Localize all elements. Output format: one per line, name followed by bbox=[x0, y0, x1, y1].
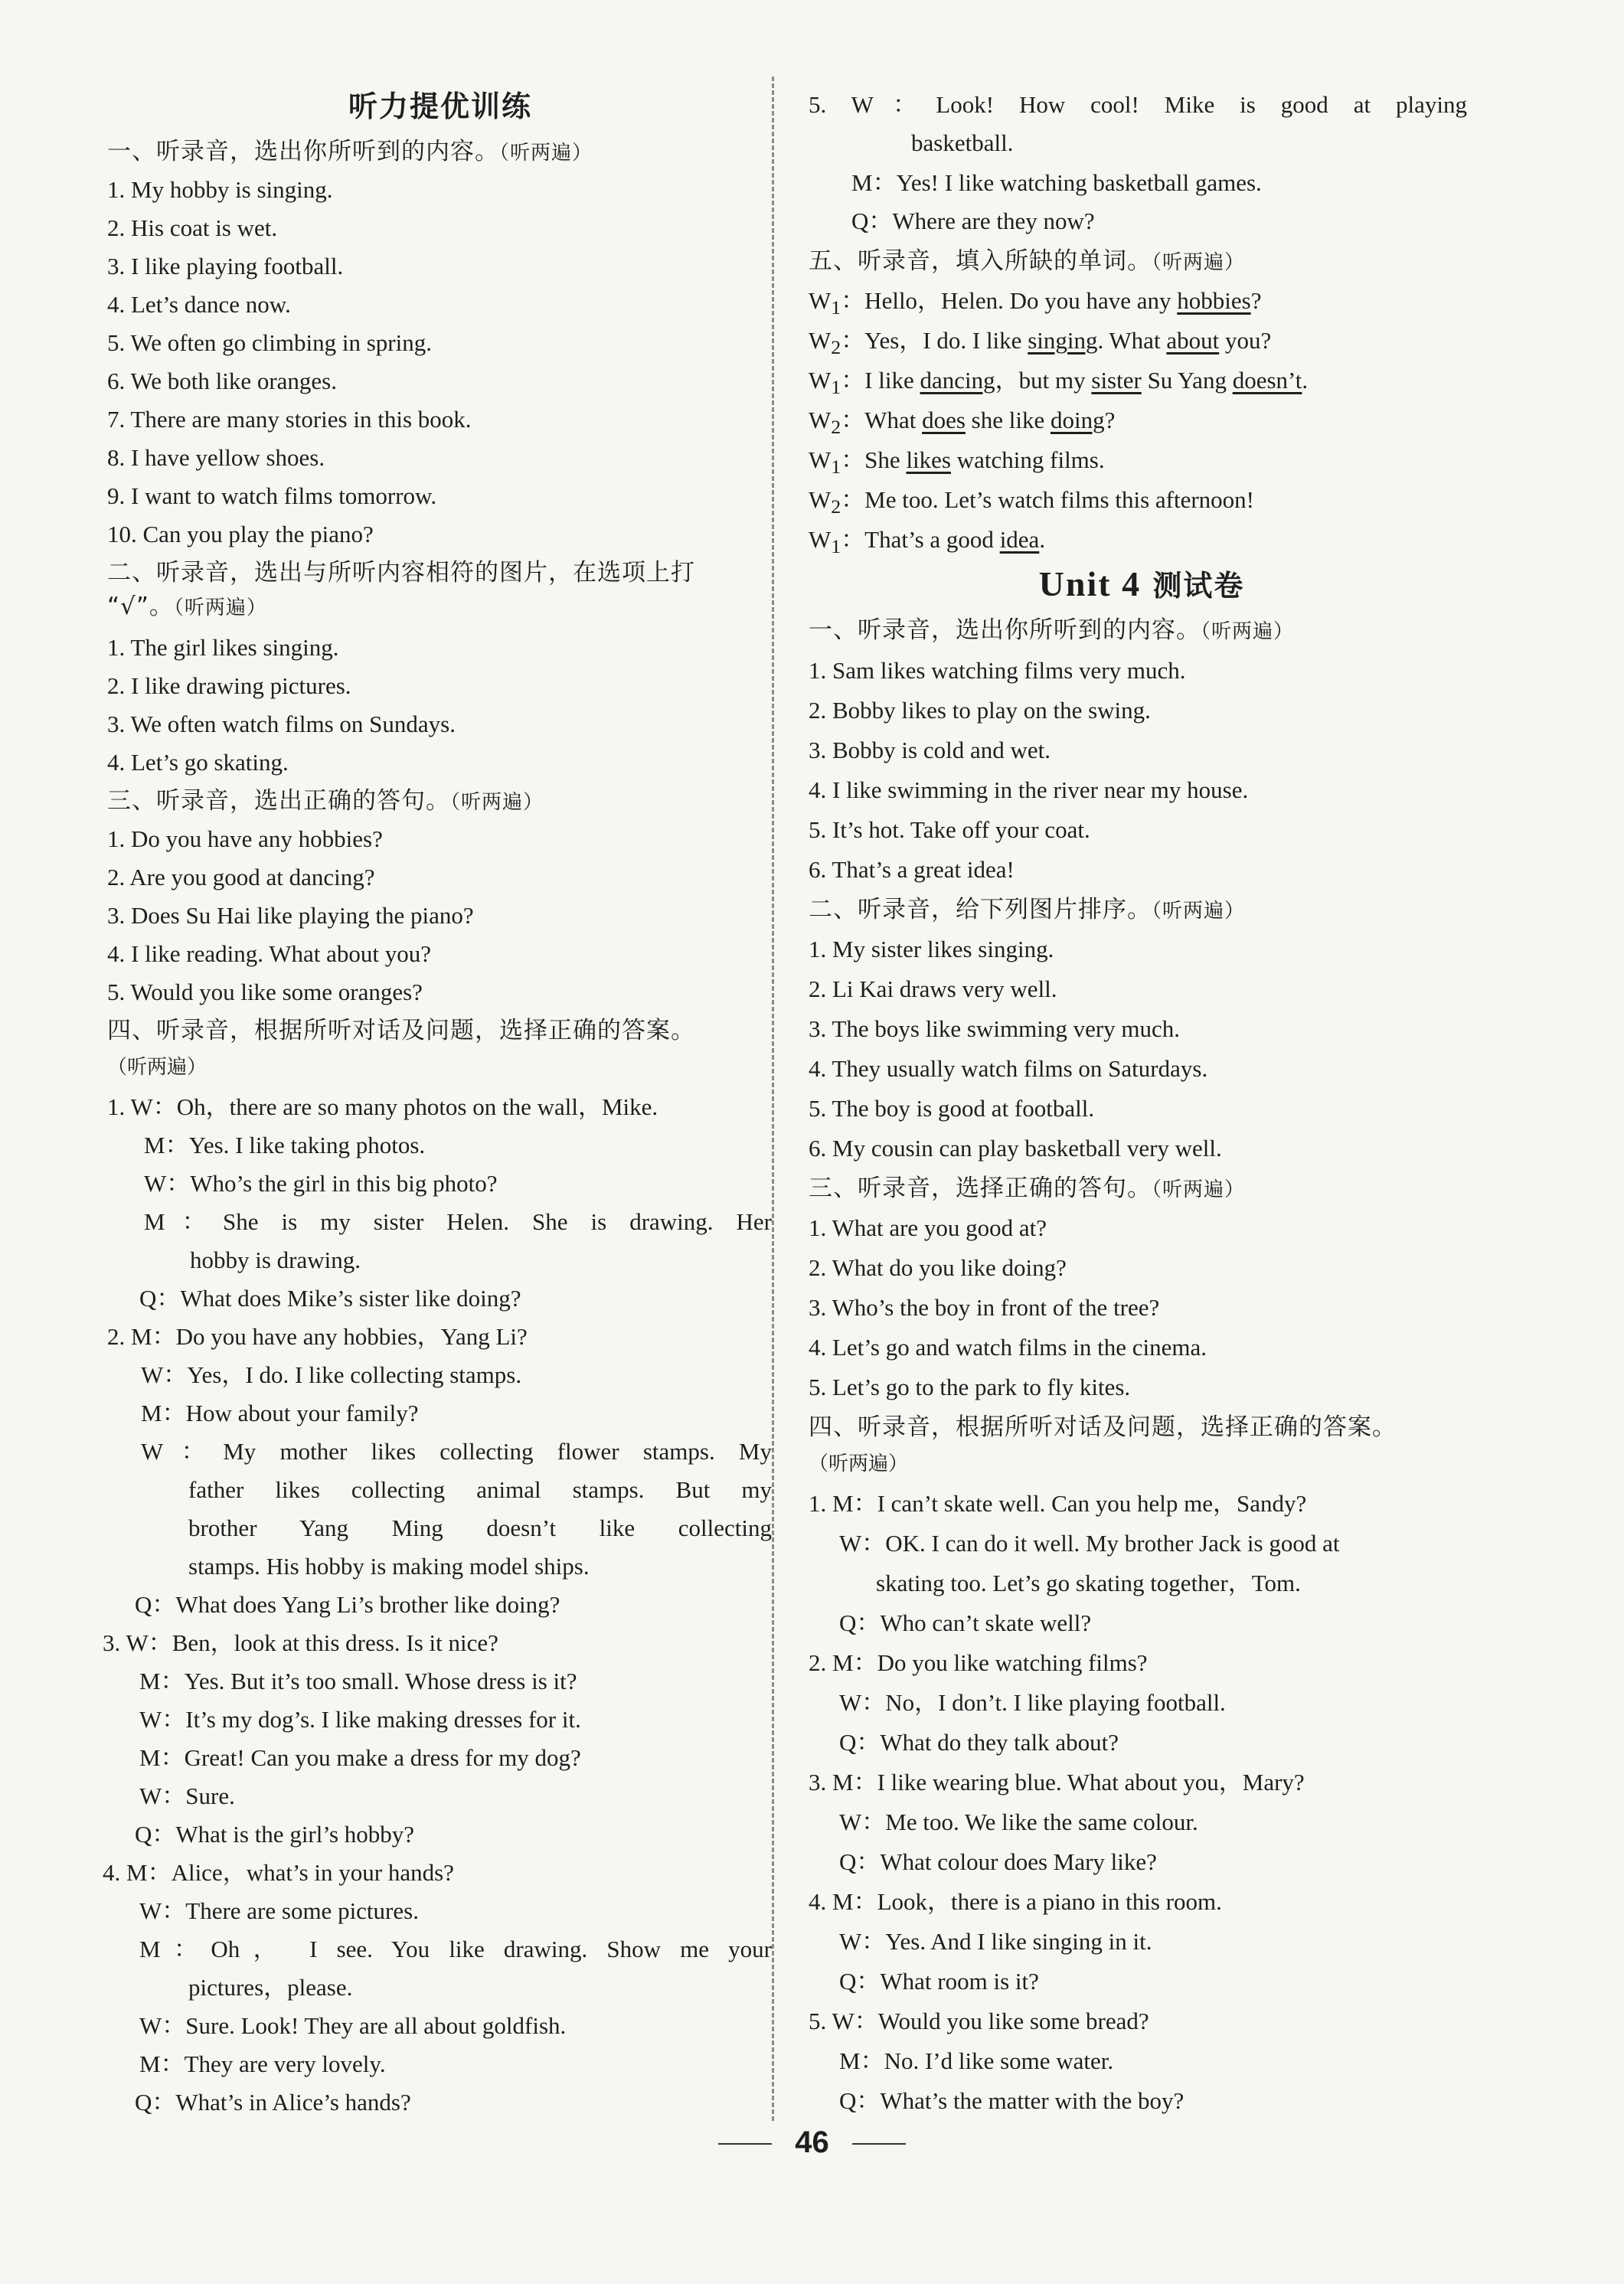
list-item: 4. Let’s go skating. bbox=[107, 749, 289, 776]
dialogue-line: M：Yes. I like taking photos. bbox=[144, 1132, 426, 1158]
test-part-1-title: 一、听录音，选出你所听到的内容。（听两遍） bbox=[809, 616, 1295, 644]
dialogue-line: brother Yang Ming doesn’t like collecting bbox=[188, 1514, 772, 1541]
dialogue-line: M：No. I’d like some water. bbox=[839, 2047, 1114, 2074]
test-part-3-title: 三、听录音，选择正确的答句。（听两遍） bbox=[809, 1175, 1246, 1202]
dialogue-line: W：Yes. And I like singing in it. bbox=[839, 1928, 1152, 1955]
list-item: 6. We both like oranges. bbox=[107, 368, 337, 394]
list-item: 2. Li Kai draws very well. bbox=[809, 975, 1057, 1002]
dialogue-line: 4. M：Alice，what’s in your hands? bbox=[103, 1859, 454, 1886]
list-item: 9. I want to watch films tomorrow. bbox=[107, 482, 437, 509]
dialogue-line: W：No，I don’t. I like playing football. bbox=[839, 1689, 1226, 1716]
list-item: 3. I like playing football. bbox=[107, 253, 344, 279]
part-2-title-cont: “√”。（听两遍） bbox=[107, 593, 267, 620]
list-item: 5. It’s hot. Take off your coat. bbox=[809, 816, 1090, 843]
fill-line: $W_1$：Hello，Helen. Do you have any hobbies? bbox=[809, 287, 1262, 319]
dialogue-line: stamps. His hobby is making model ships. bbox=[188, 1553, 590, 1580]
dialogue-line: M：Yes. But it’s too small. Whose dress is it? bbox=[139, 1668, 577, 1694]
list-item: 1. The girl likes singing. bbox=[107, 634, 339, 661]
list-item: 1. My hobby is singing. bbox=[107, 176, 333, 203]
list-item: 2. What do you like doing? bbox=[809, 1254, 1067, 1281]
fill-line: $W_1$：That’s a good idea. bbox=[809, 526, 1046, 558]
dialogue-line: M：How about your family? bbox=[141, 1400, 419, 1426]
dialogue-line: pictures，please. bbox=[188, 1974, 353, 2001]
dialogue-line: Q：What’s in Alice’s hands? bbox=[135, 2089, 411, 2116]
dialogue-line: basketball. bbox=[911, 129, 1014, 156]
dialogue-line: skating too. Let’s go skating together，Tom. bbox=[876, 1570, 1301, 1596]
dialogue-line: M：She is my sister Helen. She is drawing. Her bbox=[144, 1208, 772, 1235]
list-item: 3. Who’s the boy in front of the tree? bbox=[809, 1294, 1160, 1321]
column-divider bbox=[772, 77, 774, 2121]
fill-line: $W_2$：Yes，I do. I like singing. What about you? bbox=[809, 327, 1272, 359]
dialogue-line: 3. W：Ben，look at this dress. Is it nice? bbox=[103, 1629, 498, 1656]
list-item: 5. We often go climbing in spring. bbox=[107, 329, 432, 356]
dialogue-line: Q：What colour does Mary like? bbox=[839, 1848, 1157, 1875]
dialogue-line: W：OK. I can do it well. My brother Jack is good at bbox=[839, 1530, 1340, 1557]
fill-line: $W_2$：Me too. Let’s watch films this afternoon! bbox=[809, 486, 1254, 518]
dialogue-line: 5. W：Would you like some bread? bbox=[809, 2008, 1149, 2034]
list-item: 1. My sister likes singing. bbox=[809, 936, 1054, 962]
list-item: 2. His coat is wet. bbox=[107, 214, 278, 241]
list-item: 3. Bobby is cold and wet. bbox=[809, 737, 1051, 763]
dialogue-line: Q：What does Mike’s sister like doing? bbox=[139, 1285, 521, 1312]
dialogue-line: hobby is drawing. bbox=[190, 1247, 361, 1273]
part-5-title: 五、听录音，填入所缺的单词。（听两遍） bbox=[809, 247, 1246, 275]
test-part-2-title: 二、听录音，给下列图片排序。（听两遍） bbox=[809, 896, 1246, 923]
part-1-title: 一、听录音，选出你所听到的内容。（听两遍） bbox=[107, 138, 593, 165]
list-item: 4. Let’s dance now. bbox=[107, 291, 291, 318]
list-item: 1. What are you good at? bbox=[809, 1214, 1047, 1241]
list-item: 4. I like swimming in the river near my house. bbox=[809, 776, 1249, 803]
list-item: 2. Bobby likes to play on the swing. bbox=[809, 697, 1151, 724]
dialogue-line: 2. M：Do you like watching films? bbox=[809, 1649, 1148, 1676]
dialogue-line: M：Yes! I like watching basketball games. bbox=[851, 169, 1262, 196]
dialogue-line: Q：What is the girl’s hobby? bbox=[135, 1821, 415, 1848]
list-item: 1. Do you have any hobbies? bbox=[107, 825, 383, 852]
dialogue-line: Q：What does Yang Li’s brother like doing? bbox=[135, 1591, 560, 1618]
list-item: 2. I like drawing pictures. bbox=[107, 672, 351, 699]
list-item: 3. The boys like swimming very much. bbox=[809, 1015, 1181, 1042]
dialogue-line: Q：What do they talk about? bbox=[839, 1729, 1119, 1756]
dialogue-line: 5. W：Look! How cool! Mike is good at playing bbox=[809, 91, 1467, 118]
dialogue-line: 4. M：Look，there is a piano in this room. bbox=[809, 1888, 1222, 1915]
dialogue-line: Q：Who can’t skate well? bbox=[839, 1609, 1092, 1636]
fill-line: $W_2$：What does she like doing? bbox=[809, 407, 1116, 439]
dialogue-line: Q：What’s the matter with the boy? bbox=[839, 2087, 1185, 2114]
section-heading: 听力提优训练 bbox=[348, 90, 532, 123]
list-item: 4. Let’s go and watch films in the cinema. bbox=[809, 1334, 1207, 1361]
dialogue-line: W：There are some pictures. bbox=[139, 1897, 419, 1924]
list-item: 2. Are you good at dancing? bbox=[107, 864, 375, 890]
list-item: 6. That’s a great idea! bbox=[809, 856, 1015, 883]
unit-test-heading: Unit 4 测试卷 bbox=[1038, 564, 1245, 603]
dialogue-line: Q：What room is it? bbox=[839, 1968, 1039, 1995]
fill-line: $W_1$：She likes watching films. bbox=[809, 446, 1105, 479]
dialogue-line: W：Yes，I do. I like collecting stamps. bbox=[141, 1361, 522, 1388]
dialogue-line: W：Sure. Look! They are all about goldfish. bbox=[139, 2012, 567, 2039]
part-4-title: 四、听录音，根据所听对话及问题，选择正确的答案。 bbox=[107, 1017, 695, 1044]
part-3-title: 三、听录音，选出正确的答句。（听两遍） bbox=[107, 787, 544, 815]
list-item: 1. Sam likes watching films very much. bbox=[809, 657, 1186, 684]
list-item: 6. My cousin can play basketball very well. bbox=[809, 1135, 1222, 1162]
list-item: 5. The boy is good at football. bbox=[809, 1095, 1095, 1122]
dialogue-line: M：Great! Can you make a dress for my dog? bbox=[139, 1744, 581, 1771]
dialogue-line: W：It’s my dog’s. I like making dresses for it. bbox=[139, 1706, 581, 1733]
list-item: 7. There are many stories in this book. bbox=[107, 406, 472, 433]
list-item: 8. I have yellow shoes. bbox=[107, 444, 325, 471]
dialogue-line: Q：Where are they now? bbox=[851, 207, 1095, 234]
dialogue-line: 2. M：Do you have any hobbies，Yang Li? bbox=[107, 1323, 528, 1350]
dialogue-line: 1. W：Oh，there are so many photos on the wall，Mike. bbox=[107, 1093, 658, 1120]
dialogue-line: M：Oh， I see. You like drawing. Show me your bbox=[139, 1936, 772, 1962]
dialogue-line: 3. M：I like wearing blue. What about you，Mary? bbox=[809, 1769, 1305, 1796]
test-part-4-note: （听两遍） bbox=[809, 1452, 909, 1475]
test-part-4-title: 四、听录音，根据所听对话及问题，选择正确的答案。 bbox=[809, 1413, 1397, 1441]
dialogue-line: W：Me too. We like the same colour. bbox=[839, 1809, 1198, 1835]
dialogue-line: W：Who’s the girl in this big photo? bbox=[144, 1170, 498, 1197]
list-item: 5. Would you like some oranges? bbox=[107, 979, 423, 1005]
dialogue-line: 1. M：I can’t skate well. Can you help me，Sandy? bbox=[809, 1490, 1307, 1517]
list-item: 3. We often watch films on Sundays. bbox=[107, 711, 456, 737]
page-number: 46 bbox=[0, 2126, 1624, 2160]
dialogue-line: W：Sure. bbox=[139, 1782, 235, 1809]
list-item: 10. Can you play the piano? bbox=[107, 521, 374, 547]
part-4-note: （听两遍） bbox=[107, 1056, 207, 1079]
list-item: 5. Let’s go to the park to fly kites. bbox=[809, 1374, 1131, 1400]
list-item: 4. They usually watch films on Saturdays. bbox=[809, 1055, 1208, 1082]
list-item: 3. Does Su Hai like playing the piano? bbox=[107, 902, 474, 929]
dialogue-line: father likes collecting animal stamps. But my bbox=[188, 1476, 772, 1503]
dialogue-line: M：They are very lovely. bbox=[139, 2050, 386, 2077]
list-item: 4. I like reading. What about you? bbox=[107, 940, 431, 967]
fill-line: $W_1$：I like dancing，but my sister Su Yang doesn’t. bbox=[809, 367, 1309, 399]
part-2-title: 二、听录音，选出与所听内容相符的图片，在选项上打 bbox=[107, 559, 695, 587]
dialogue-line: W：My mother likes collecting flower stamps. My bbox=[141, 1438, 772, 1465]
